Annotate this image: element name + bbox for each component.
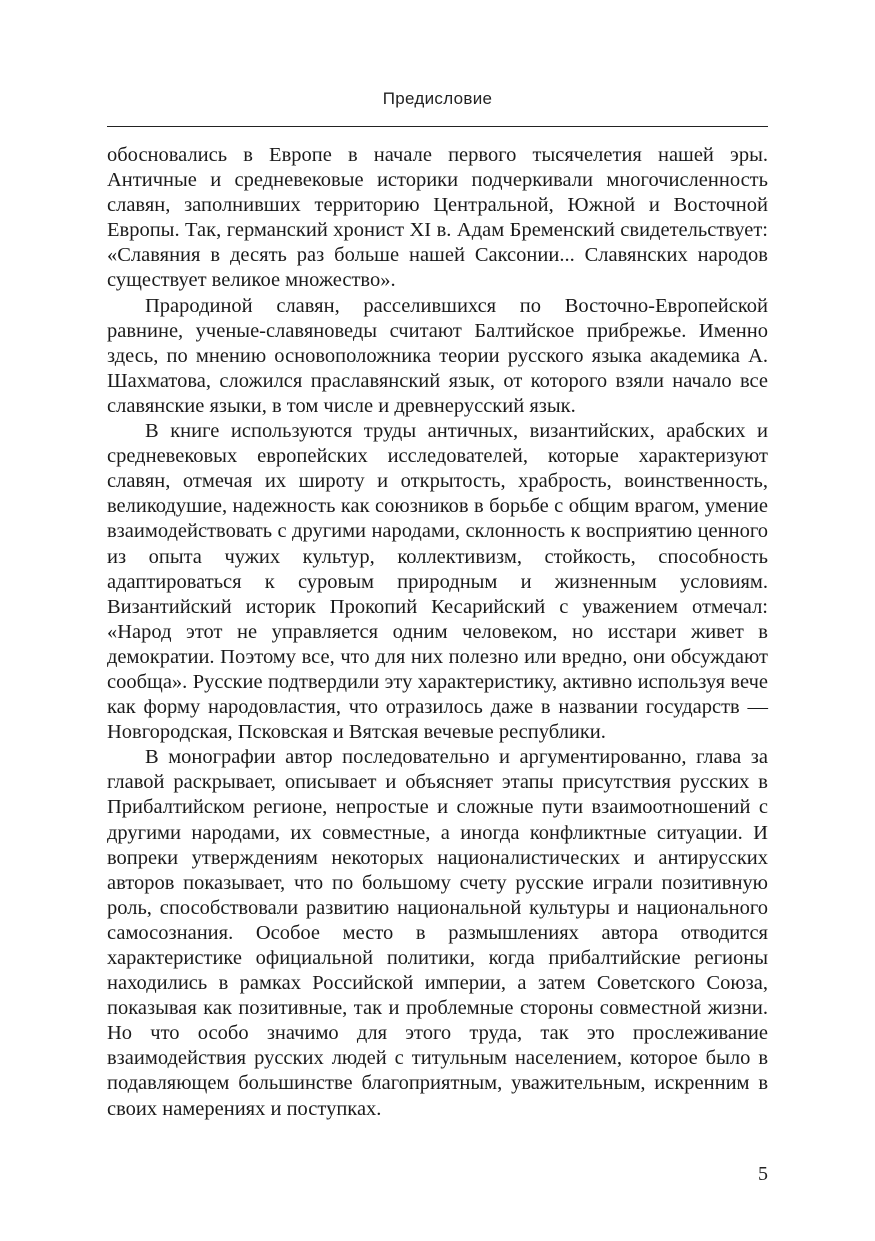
page-number: 5 [758,1163,768,1185]
running-header: Предисловие [382,89,493,108]
paragraph-continued: обосновались в Европе в начале первого тысячелетия нашей эры. Античные и средневековые историки подчеркивали многочисленность славян, заполнивших территорию Центральной, Южной и Восточной Европы. Так, германский хронист XI в. Адам Бременский свидетельствует: «Славяния в десять раз больше нашей Саксонии... Славянских народов существует великое множество». [107,144,768,292]
body-text [107,143,768,1122]
paragraph: В книге используются труды античных, византийских, арабских и средневековых европейских исследователей, которые характеризуют славян, отмечая их широту и открытость, храбрость, воинственность, великодушие, надежность как союзников в борьбе с общим врагом, умение взаимодействовать с другими народами, склонность к восприятию ценного из опыта чужих культур, коллективизм, стойкость, способность адаптироваться к суровым природным и жизненным условиям. Византийский историк Прокопий Кесарийский с уважением отмечал: «Народ этот не управляется одним человеком, но исстари живет в демократии. Поэтому все, что для них полезно или вредно, они обсуждают сообща». Русские подтвердили эту характеристику, активно используя вече как форму народовластия, что отразилось даже в названии государств — Новгородская, Псковская и Вятская вечевые республики. [107,420,768,744]
book-page [107,0,768,1241]
paragraph: Прародиной славян, расселившихся по Восточно-Европейской равнине, ученые-славяноведы считают Балтийское прибрежье. Именно здесь, по мнению основоположника теории русского языка академика А. Шахматова, сложился праславянский язык, от которого взяли начало все славянские языки, в том числе и древнерусский язык. [107,294,768,417]
paragraph: В монографии автор последовательно и аргументированно, глава за главой раскрывает, описывает и объясняет этапы присутствия русских в Прибалтийском регионе, непростые и сложные пути взаимоотношений с другими народами, их совместные, а иногда конфликтные ситуации. И вопреки утверждениям некоторых националистических и антирусских авторов показывает, что по большому счету русские играли позитивную роль, способствовали развитию национальной культуры и национального самосознания. Особое место в размышлениях автора отводится характеристике официальной политики, когда прибалтийские регионы находились в рамках Российской империи, а затем Советского Союза, показывая как позитивные, так и проблемные стороны совместной жизни. Но что особо значимо для этого труда, так это прослеживание взаимодействия русских людей с титульным населением, которое было в подавляющем большинстве благоприятным, уважительным, искренним в своих намерениях и поступках. [107,746,768,1120]
header-rule [107,126,768,127]
